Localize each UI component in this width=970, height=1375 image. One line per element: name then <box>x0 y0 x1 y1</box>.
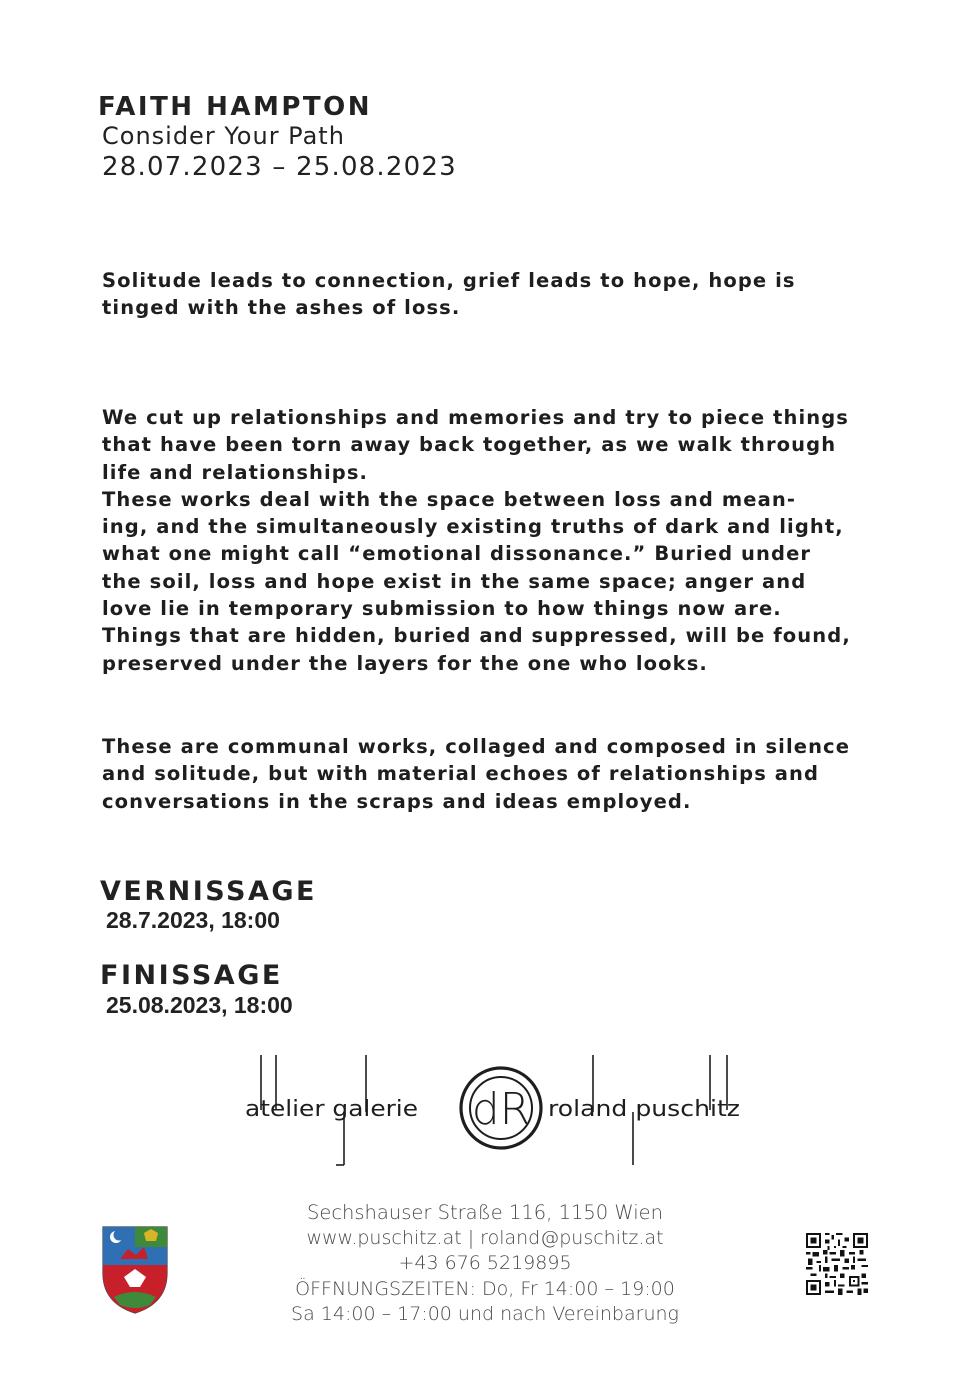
text-line: ing, and the simultaneously existing truths of dark and light, <box>102 515 844 539</box>
text-line: We cut up relationships and memories and try to piece things <box>102 406 849 429</box>
logo-text-left: atelier galerie <box>245 1097 418 1122</box>
address: Sechshauser Straße 116, 1150 Wien <box>306 1201 664 1224</box>
logo-text-right: roland puschitz <box>548 1097 740 1122</box>
artist-name: FAITH HAMPTON <box>98 92 373 122</box>
body-paragraph <box>102 404 882 677</box>
text-line: life and relationships. <box>102 460 369 484</box>
text-line: tinged with the ashes of loss. <box>102 296 461 320</box>
opening-hours-1: ÖFFNUNGSZEITEN: Do, Fr 14:00 – 19:00 <box>295 1277 675 1300</box>
vernissage-heading: VERNISSAGE <box>100 876 317 907</box>
finissage-heading: FINISSAGE <box>100 960 283 991</box>
text-line: conversations in the scraps and ideas employed. <box>102 789 692 813</box>
text-line: and solitude, but with material echoes of relationships and <box>102 762 820 786</box>
logo-monogram: dR <box>471 1084 531 1135</box>
finissage-datetime: 25.08.2023, 18:00 <box>106 992 293 1018</box>
vienna-district-coat-of-arms-icon <box>100 1225 170 1315</box>
exhibition-dates: 28.07.2023 – 25.08.2023 <box>102 152 457 182</box>
opening-hours-2: Sa 14:00 – 17:00 und nach Vereinbarung <box>291 1303 679 1325</box>
text-line: These are communal works, collaged and composed in silence <box>102 735 851 758</box>
text-line: preserved under the layers for the one who looks. <box>102 651 708 675</box>
vernissage-datetime: 28.7.2023, 18:00 <box>106 907 280 933</box>
text-line: Things that are hidden, buried and suppressed, will be found, <box>102 624 851 648</box>
text-line: the soil, loss and hope exist in the same space; anger and <box>102 569 807 593</box>
text-line: Solitude leads to connection, grief leads to hope, hope is <box>102 269 796 292</box>
intro-paragraph <box>102 267 882 322</box>
web-email[interactable]: www.puschitz.at | roland@puschitz.at <box>306 1226 664 1249</box>
exhibition-title: Consider Your Path <box>102 122 345 150</box>
contact-block <box>250 1200 720 1328</box>
phone[interactable]: +43 676 5219895 <box>398 1252 572 1274</box>
gallery-logo <box>240 1050 745 1170</box>
text-line: love lie in temporary submission to how things now are. <box>102 597 782 621</box>
text-line: These works deal with the space between loss and mean- <box>102 487 797 511</box>
text-line: that have been torn away back together, as we walk through <box>102 433 837 457</box>
qr-code-icon[interactable] <box>806 1233 868 1295</box>
text-line: what one might call “emotional dissonance.” Buried under <box>102 542 812 566</box>
closing-paragraph <box>102 733 882 815</box>
